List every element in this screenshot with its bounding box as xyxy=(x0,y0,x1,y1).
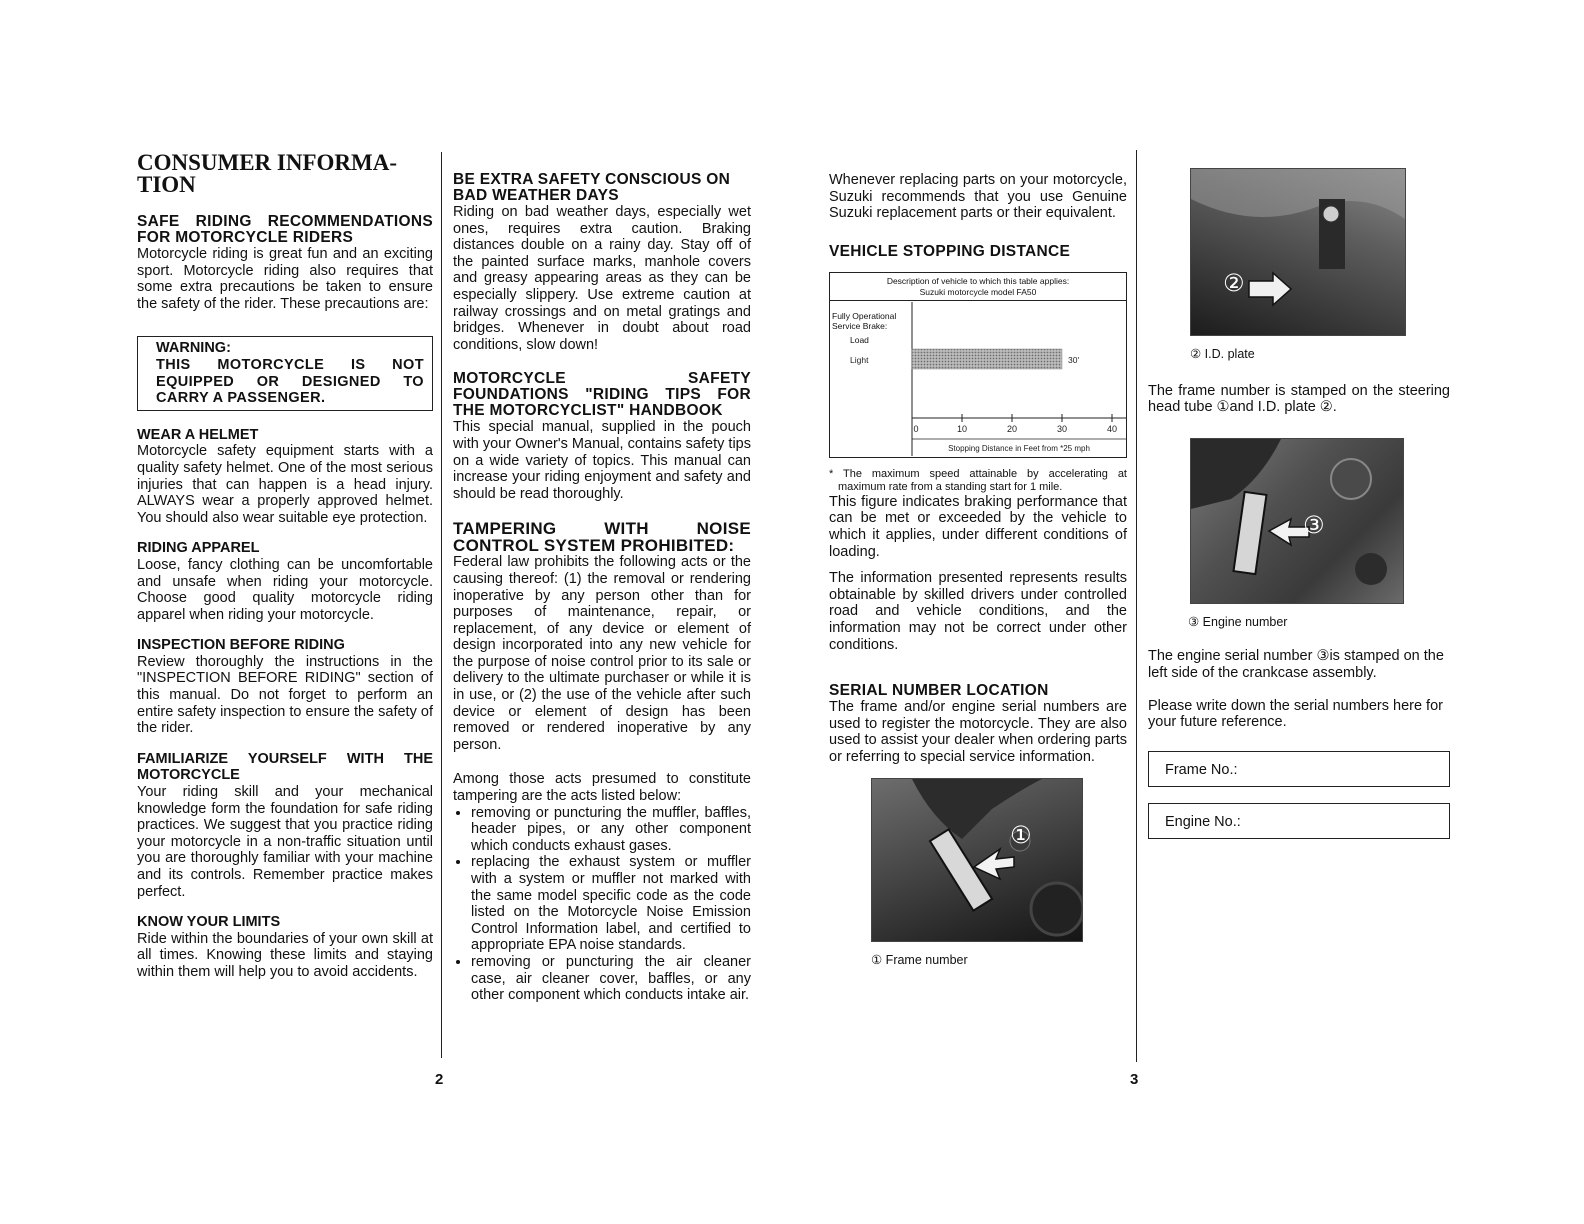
left-column-1 xyxy=(137,152,433,981)
left-column-2 xyxy=(453,172,751,1004)
frame-number-text: The frame number is stamped on the steering head tube ①and I.D. plate ②. xyxy=(1148,382,1450,416)
chart-plot xyxy=(830,273,1126,457)
tampering-text: Federal law prohibits the following acts or the causing thereof: (1) the removal or rendering inoperative by any person other than for purposes of maintenance, repair, or replacement, of any device or element of design incorporated into any new vehicle for the purpose of noise control prior to its sale or delivery to the ultimate purchaser or while it is in use, or (2) the use of the vehicle after such device or element of design has been removed or rendered inoperative by any person. xyxy=(453,554,751,753)
page-number-left: 2 xyxy=(435,1071,444,1088)
chart-footnote: * The maximum speed attainable by accelerating at maximum rate from a standing start for 1 mile. xyxy=(829,467,1127,493)
page-number-right: 3 xyxy=(1130,1071,1139,1088)
chart-value-label: 30' xyxy=(1068,354,1080,365)
id-plate-photo xyxy=(1190,168,1406,336)
chart-x-tick-label: 10 xyxy=(956,423,968,434)
frame-number-label: Frame No.: xyxy=(1165,761,1238,778)
list-item: • removing or puncturing the muffler, baffles, header pipes, or any other component which conducts exhaust gases. xyxy=(471,805,751,855)
warning-label: WARNING: xyxy=(156,340,231,357)
replacing-parts-text: Whenever replacing parts on your motorcycle, Suzuki recommends that you use Genuine Suzuki replacement parts or their equivalent. xyxy=(829,172,1127,222)
engine-number-field[interactable] xyxy=(1148,803,1450,839)
id-plate-illustration xyxy=(1191,169,1405,335)
safe-riding-text: Motorcycle riding is great fun and an exciting sport. Motorcycle riding also requires that some extra precautions be taken to ensure the safety of the rider. These precautions are: xyxy=(137,246,433,312)
tampering-heading: TAMPERING WITH NOISE CONTROL SYSTEM PROHIBITED: xyxy=(453,519,751,556)
inspection-text: Review thoroughly the instructions in the "INSPECTION BEFORE RIDING" section of this manual. Do not forget to perform an entire safety inspection to ensure the safety of the rider. xyxy=(137,653,433,737)
left-page-divider xyxy=(441,152,442,1058)
information-paragraph: The information presented represents results obtainable by skilled drivers under controlled road and vehicle conditions, and the information may not be correct under other conditions. xyxy=(829,570,1127,653)
tampering-list xyxy=(453,805,751,1004)
serial-heading: SERIAL NUMBER LOCATION xyxy=(829,682,1049,700)
warning-box xyxy=(137,336,433,410)
write-down-text: Please write down the serial numbers here for your future reference. xyxy=(1148,697,1443,731)
bad-weather-heading: BE EXTRA SAFETY CONSCIOUS ON BAD WEATHER DAYS xyxy=(453,171,731,204)
chart-x-tick-label: 20 xyxy=(1006,423,1018,434)
familiarize-text: Your riding skill and your mechanical knowledge form the foundation for safe riding practices. We suggest that you practice riding your motorcycle in a non-traffic situation until you are thoroughly familiar with your machine and its controls. Remember practice makes perfect. xyxy=(137,784,433,900)
stopping-distance-chart xyxy=(829,272,1127,458)
list-item: • replacing the exhaust system or muffler with a system or muffler not marked with the same model specific code as the code listed on the Motorcycle Noise Emission Control Information label, and certified to appropriate EPA noise standards. xyxy=(471,854,751,954)
familiarize-heading: FAMILIARIZE YOURSELF WITH THE MOTORCYCLE xyxy=(137,750,433,784)
engine-number-photo xyxy=(1190,438,1404,604)
right-column-1 xyxy=(829,172,1127,968)
safe-riding-heading: SAFE RIDING RECOMMENDATIONS FOR MOTORCYCLE RIDERS xyxy=(137,213,433,246)
id-plate-callout: ② xyxy=(1223,269,1245,297)
bad-weather-text: Riding on bad weather days, especially wet ones, requires extra caution. Braking distances double on a rainy day. Stay off of the painted surface marks, manhole covers and greasy appearing areas as they can be especially slippery. Use extreme caution at railway crossings and on metal gratings and bridges. Whenever in doubt about road conditions, slow down! xyxy=(453,204,751,353)
engine-number-caption: ③ Engine number xyxy=(1188,614,1288,629)
frame-number-caption: ① Frame number xyxy=(871,952,968,967)
frame-number-field[interactable] xyxy=(1148,751,1450,787)
chart-x-tick-label: 0 xyxy=(913,423,919,434)
tampering-intro: Among those acts presumed to constitute tampering are the acts listed below: xyxy=(453,771,751,805)
msf-text: This special manual, supplied in the pouch with your Owner's Manual, contains safety tips on a wide variety of topics. This manual can increase your riding enjoyment and safety and should be read thoroughly. xyxy=(453,419,751,502)
chart-bar xyxy=(912,349,1062,369)
chart-x-axis-title: Stopping Distance in Feet from *25 mph xyxy=(948,443,1090,453)
engine-number-label: Engine No.: xyxy=(1165,813,1241,830)
limits-text: Ride within the boundaries of your own skill at all times. Knowing these limits and staying within them will help you to avoid accidents. xyxy=(137,930,433,980)
chart-sublabel: Load xyxy=(850,334,869,345)
frame-photo-illustration xyxy=(872,779,1082,941)
apparel-heading: RIDING APPAREL xyxy=(137,540,260,557)
chart-x-tick-label: 40 xyxy=(1106,423,1118,434)
apparel-text: Loose, fancy clothing can be uncomfortable and unsafe when riding your motorcycle. Choose good quality motorcycle riding apparel when riding your motorcycle. xyxy=(137,556,433,623)
right-column-2 xyxy=(1148,168,1450,839)
engine-number-callout: ③ xyxy=(1303,510,1325,539)
page-title: CONSUMER INFORMA- TION xyxy=(137,150,398,197)
chart-x-tick-label: 30 xyxy=(1056,423,1068,434)
serial-text: The frame and/or engine serial numbers are used to register the motorcycle. They are also used to assist your dealer when ordering parts or referring to special service information. xyxy=(829,699,1127,765)
chart-description: Description of vehicle to which this table applies: Suzuki motorcycle model FA50 xyxy=(830,273,1126,301)
right-page-divider xyxy=(1136,150,1137,1062)
frame-number-photo xyxy=(871,778,1083,942)
helmet-text: Motorcycle safety equipment starts with a quality safety helmet. One of the most serious injuries that can happen is a head injury. ALWAYS wear a properly approved helmet. You should also wear suitable eye protection. xyxy=(137,443,433,526)
frame-number-callout: ① xyxy=(1010,820,1032,849)
helmet-heading: WEAR A HELMET xyxy=(137,426,259,443)
list-item: • removing or puncturing the air cleaner case, air cleaner cover, baffles, or any other component which conducts intake air. xyxy=(471,954,751,1004)
braking-paragraph: This figure indicates braking performance that can be met or exceeded by the vehicle to which it applies, under different conditions of loading. xyxy=(829,493,1127,560)
warning-text: THIS MOTORCYCLE IS NOT EQUIPPED OR DESIGNED TO CARRY A PASSENGER. xyxy=(156,356,424,407)
chart-category-label: Light xyxy=(850,354,869,365)
engine-number-text: The engine serial number ③is stamped on the left side of the crankcase assembly. xyxy=(1148,648,1444,681)
inspection-heading: INSPECTION BEFORE RIDING xyxy=(137,637,345,654)
stopping-heading: VEHICLE STOPPING DISTANCE xyxy=(829,242,1071,260)
chart-group-label: Fully Operational Service Brake: xyxy=(832,310,897,331)
id-plate-caption: ② I.D. plate xyxy=(1190,347,1255,361)
engine-photo-illustration xyxy=(1191,439,1403,603)
limits-heading: KNOW YOUR LIMITS xyxy=(137,914,281,931)
msf-heading: MOTORCYCLE SAFETY FOUNDATIONS "RIDING TIPS FOR THE MOTORCYCLIST" HANDBOOK xyxy=(453,370,751,420)
